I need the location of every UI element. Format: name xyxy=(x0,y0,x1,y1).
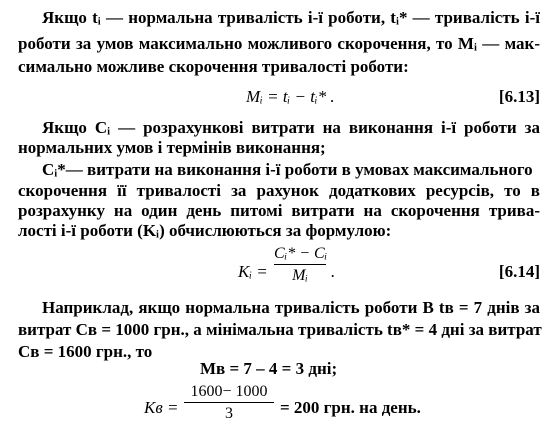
example-k-lhs: Kв = xyxy=(144,398,179,417)
equation-6-14-denominator: Mᵢ xyxy=(292,267,308,284)
example-k-result: = 200 грн. на день. xyxy=(280,398,421,417)
paragraph-1-line-1: Якщо tᵢ — нормальна тривалість і-ї роботи, tᵢ* — тривалість і-ї xyxy=(42,8,540,27)
fraction-bar xyxy=(274,264,326,265)
paragraph-1-line-3: симально можливе скорочення тривалості роботи: xyxy=(18,57,409,76)
paragraph-2-line-3: Cᵢ*— витрати на виконання і-ї роботи в умовах максимального xyxy=(42,160,533,179)
paragraph-2-line-4: скорочення її тривалості за рахунок додаткових ресурсів, то в xyxy=(18,181,540,200)
equation-6-14-numerator: Cᵢ* − Cᵢ xyxy=(274,245,328,262)
equation-6-14-tail: . xyxy=(331,262,336,281)
paragraph-2-line-5: розрахунку на один день питомі витрати на скорочення трива- xyxy=(18,201,540,220)
equation-6-14-fraction xyxy=(274,245,326,285)
example-k-fraction xyxy=(184,383,274,423)
paragraph-3-line-2: витрат Cв = 1000 грн., а мінімальна тривалість tв* = 4 дні за витрат xyxy=(18,320,542,339)
paragraph-3-line-1: Наприклад, якщо нормальна тривалість роботи В tв = 7 днів за xyxy=(42,298,540,317)
example-k-numerator: 1600− 1000 xyxy=(190,383,268,400)
example-k-denominator: 3 xyxy=(225,405,233,422)
paragraph-2-line-2: нормальних умов і термінів виконання; xyxy=(18,138,326,157)
paragraph-1-line-2: роботи за умов максимально можливого скорочення, то Mᵢ — мак- xyxy=(18,34,540,53)
paragraph-2-line-6: лості і-ї роботи (Kᵢ) обчислюються за формулою: xyxy=(18,221,392,240)
equation-6-14-number: [6.14] xyxy=(498,262,540,281)
paragraph-3-line-3: Cв = 1600 грн., то xyxy=(18,342,153,361)
equation-6-14-lhs: Kᵢ = xyxy=(238,262,268,281)
paragraph-2-line-1: Якщо Cᵢ — розрахункові витрати на виконання і-ї роботи за xyxy=(42,118,540,137)
example-m-formula: Mв = 7 – 4 = 3 дні; xyxy=(200,359,338,378)
equation-6-13-number: [6.13] xyxy=(498,87,540,106)
fraction-bar xyxy=(184,402,274,403)
equation-6-13-formula: Mᵢ = tᵢ − tᵢ* . xyxy=(246,87,335,106)
